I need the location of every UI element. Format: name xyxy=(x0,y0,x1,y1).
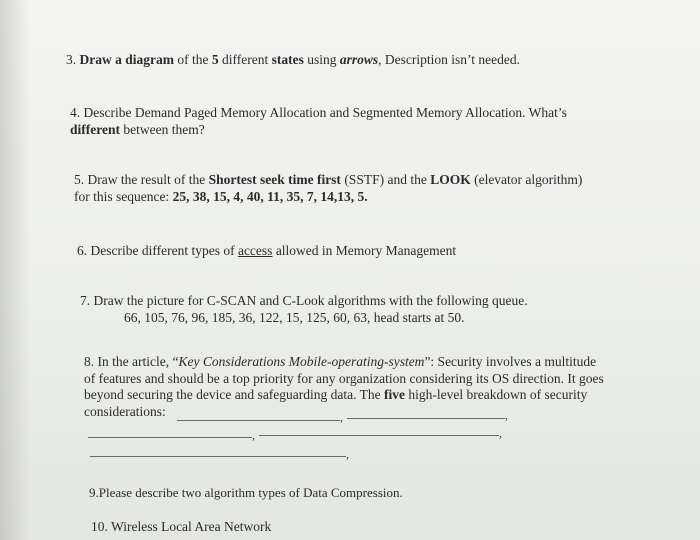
blank-separator: , xyxy=(505,408,508,422)
q3-arrows: arrows xyxy=(339,52,379,67)
q5-line-1: 5. Draw the result of the Shortest seek time first (SSTF) and the LOOK (elevator algorithm) xyxy=(74,172,583,187)
q7-line-1: 7. Draw the picture for C-SCAN and C-Look algorithms with the following queue. xyxy=(80,293,528,308)
blank-separator: , xyxy=(499,426,502,440)
q8-line-1: 8. In the article, “Key Considerations Mobile-operating-system”: Security involves a multitude xyxy=(84,354,597,369)
question-7 xyxy=(80,292,528,326)
question-6: 6. Describe different types of access allowed in Memory Management xyxy=(77,243,457,258)
q4-line-1: 4. Describe Demand Paged Memory Allocation and Segmented Memory Allocation. What’s xyxy=(70,105,567,120)
question-5 xyxy=(74,171,582,205)
answer-blank-4 xyxy=(259,435,499,436)
q5-sequence: 25, 38, 15, 4, 40, 11, 35, 7, 14,13, 5. xyxy=(172,189,368,204)
question-8 xyxy=(84,354,604,420)
q5-line-2: for this sequence: 25, 38, 15, 4, 40, 11, 35, 7, 14,13, 5. xyxy=(74,189,368,204)
q8-line-3: beyond securing the device and safeguarding data. The five high-level breakdown of security xyxy=(84,387,588,402)
answer-blank-1 xyxy=(177,420,340,421)
q3-bold-draw-diagram: Draw a diagram xyxy=(79,52,174,67)
q8-line-4: considerations: xyxy=(84,403,166,419)
q4-line-2: different between them? xyxy=(70,122,205,137)
answer-blank-3 xyxy=(88,437,252,438)
q7-line-2: 66, 105, 76, 96, 185, 36, 122, 15, 125, 60, 63, head starts at 50. xyxy=(124,310,465,325)
blank-separator: , xyxy=(252,428,255,442)
q6-access: access xyxy=(237,243,273,258)
question-10: 10. Wireless Local Area Network xyxy=(91,519,272,534)
question-9: 9.Please describe two algorithm types of Data Compression. xyxy=(89,485,403,500)
page-shadow xyxy=(0,0,30,540)
question-4 xyxy=(70,104,567,138)
blank-separator: , xyxy=(346,447,349,461)
answer-blank-5 xyxy=(90,456,346,457)
q8-line-2: of features and should be a top priority for any organization considering its OS direction. It goes xyxy=(84,370,604,386)
blank-separator: , xyxy=(340,410,343,424)
question-3: 3. Draw a diagram of the 5 different states using arrows, Description isn’t needed. xyxy=(66,52,520,67)
answer-blank-2 xyxy=(347,418,505,419)
